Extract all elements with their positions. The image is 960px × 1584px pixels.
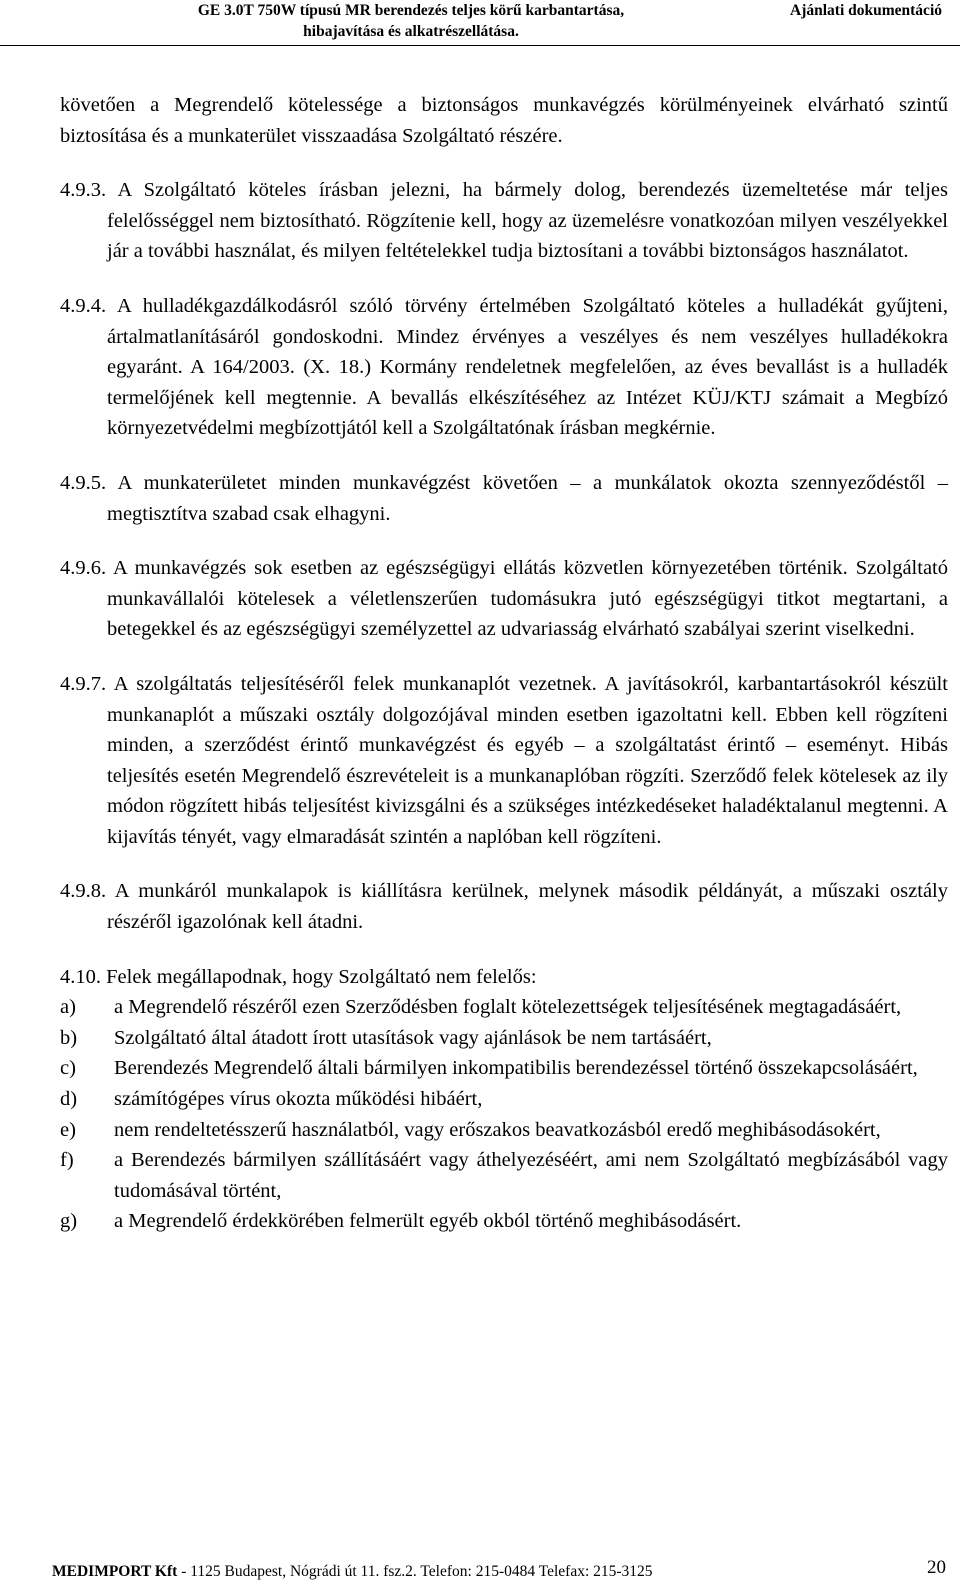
list-letter: e) <box>60 1118 76 1141</box>
list-item <box>60 1023 948 1054</box>
footer-company-info <box>52 1562 653 1582</box>
paragraph-4-9-8: 4.9.8. A munkáról munkalapok is kiállításra kerülnek, melynek második példányát, a műszaki osztály részéről igazolónak kell átadni. <box>60 880 948 934</box>
list-text: a Berendezés bármilyen szállításáért vagy áthelyezéséért, ami nem Szolgáltató megbízásából vagy tudomásával történt, <box>114 1149 948 1202</box>
list-item <box>60 1084 948 1115</box>
paragraph-4-9-3: 4.9.3. A Szolgáltató köteles írásban jelezni, ha bármely dolog, berendezés üzemeltetése már teljes felelősséggel nem biztosítható. Rögzítenie kell, hogy az üzemelésre vonatkozóan milyen veszélyekkel jár a további használat, és milyen feltételekkel tudja biztosítani a további biztonságos használatot. <box>60 179 948 263</box>
list-letter: g) <box>60 1210 78 1233</box>
list-letter: d) <box>60 1088 78 1111</box>
header-title-line1: GE 3.0T 750W típusú MR berendezés teljes körű karbantartása, <box>197 2 625 19</box>
list-letter: c) <box>60 1057 76 1080</box>
list-letter: b) <box>60 1026 78 1049</box>
list-text: számítógépes vírus okozta működési hibáért, <box>114 1088 483 1111</box>
liability-list <box>60 992 948 1237</box>
list-text: Szolgáltató által átadott írott utasítások vagy ajánlások be nem tartásáért, <box>114 1026 712 1049</box>
footer-details: - 1125 Budapest, Nógrádi út 11. fsz.2. Telefon: 215-0484 Telefax: 215-3125 <box>177 1563 653 1580</box>
list-item <box>60 1206 948 1237</box>
footer-company: MEDIMPORT Kft <box>52 1563 178 1580</box>
header-doc-type: Ajánlati dokumentáció <box>790 2 942 19</box>
header-title-line2: hibajavítása és alkatrészellátása. <box>303 23 519 40</box>
list-item <box>60 1145 948 1206</box>
paragraph-intro: követően a Megrendelő kötelessége a biztonságos munkavégzés körülményeinek elvárható szintű biztosítása és a munkaterület visszaadása Szolgáltató részére. <box>60 94 948 147</box>
list-text: nem rendeltetésszerű használatból, vagy erőszakos beavatkozásból eredő meghibásodásokért, <box>114 1118 881 1141</box>
document-body <box>60 90 948 1237</box>
list-text: Berendezés Megrendelő általi bármilyen inkompatibilis berendezéssel történő összekapcsolásáért, <box>114 1057 918 1080</box>
list-text: a Megrendelő részéről ezen Szerződésben foglalt kötelezettségek teljesítésének megtagadásáért, <box>114 996 902 1019</box>
list-letter: f) <box>60 1149 74 1172</box>
paragraph-4-10: 4.10. Felek megállapodnak, hogy Szolgáltató nem felelős: <box>60 965 537 988</box>
paragraph-4-9-5: 4.9.5. A munkaterületet minden munkavégzést követően – a munkálatok okozta szennyeződéstől – megtisztítva szabad csak elhagyni. <box>60 471 948 525</box>
paragraph-4-9-7: 4.9.7. A szolgáltatás teljesítéséről felek munkanaplót vezetnek. A javításokról, karbantartásokról készült munkanaplót a műszaki osztály dolgozójával minden esetben igazoltatni kell. Ebben kell rögzíteni minden, a szerződést érintő munkavégzést és egyéb – a szolgáltatást érintő – eseményt. Hibás teljesítés esetén Megrendelő észrevételeit is a munkanaplóban rögzíti. Szerződő felek kötelesek az ily módon rögzített hibás teljesítést kivizsgálni és a szükséges intézkedéseket haladéktalanul megtenni. A kijavítás tényét, vagy elmaradását szintén a naplóban kell rögzíteni. <box>60 672 948 848</box>
header-divider <box>0 45 960 46</box>
paragraph-4-9-6: 4.9.6. A munkavégzés sok esetben az egészségügyi ellátás közvetlen környezetében történik. Szolgáltató munkavállalói kötelesek a véletlenszerűen tudomásukra jutó egészségügyi titkot megtartani, a betegekkel és az egészségügyi személyzettel az udvariasság elvárható szabályai szerint viselkedni. <box>60 557 948 641</box>
list-letter: a) <box>60 996 76 1019</box>
paragraph-4-9-4: 4.9.4. A hulladékgazdálkodásról szóló törvény értelmében Szolgáltató köteles a hulladékát gyűjteni, ártalmatlanításáról gondoskodni. Mindez érvényes a veszélyes és nem veszélyes hulladékokra egyaránt. A 164/2003. (X. 18.) Kormány rendeletnek megfelelően, az éves bevallást is a hulladék termelőjének kell megtennie. A bevallás elkészítéséhez az Intézet KÜJ/KTJ számait a Megbízó környezetvédelmi megbízottjától kell a Szolgáltatónak írásban megkérnie. <box>60 294 948 440</box>
page-footer <box>0 1557 960 1584</box>
page-number: 20 <box>927 1557 946 1578</box>
list-item <box>60 1115 948 1146</box>
page-header <box>0 0 960 44</box>
list-text: a Megrendelő érdekkörében felmerült egyéb okból történő meghibásodásért. <box>114 1210 742 1233</box>
list-item <box>60 1053 948 1084</box>
list-item <box>60 992 948 1023</box>
header-title <box>131 0 691 42</box>
